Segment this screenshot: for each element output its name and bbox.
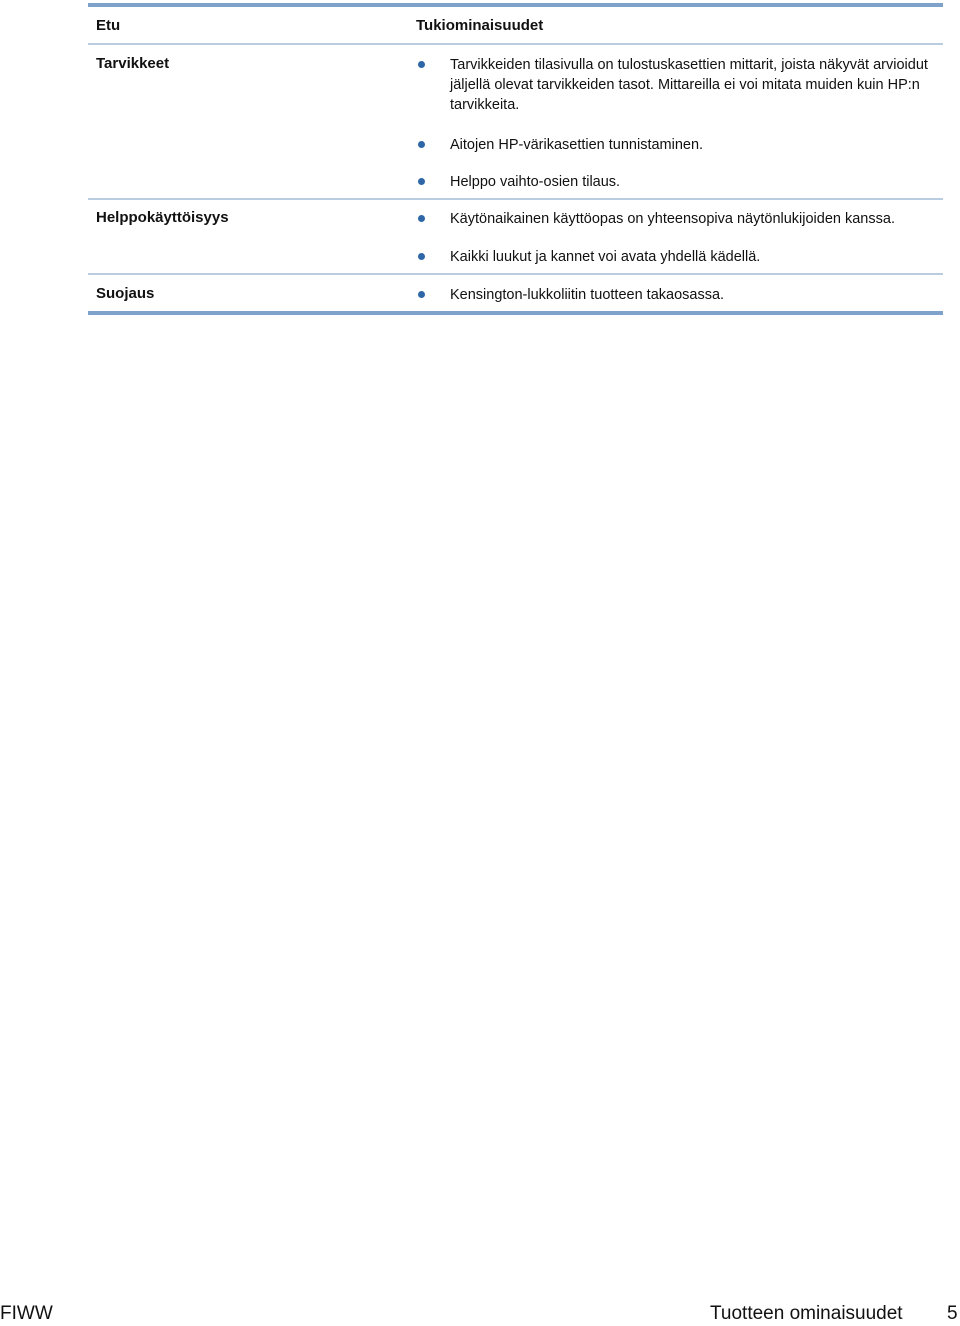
bullet-icon <box>418 141 425 148</box>
list-item <box>418 55 938 115</box>
bullet-icon <box>418 291 425 298</box>
column-header-benefit: Etu <box>96 17 121 34</box>
list-item <box>418 172 938 192</box>
table-bottom-rule <box>88 311 943 315</box>
category-supplies: Tarvikkeet <box>96 55 170 72</box>
category-security: Suojaus <box>96 285 155 302</box>
bullet-icon <box>418 215 425 222</box>
list-item-text: Tarvikkeiden tilasivulla on tulostuskasettien mittarit, joista näkyvät arvioidut jäljellä olevat tarvikkeiden tasot. Mittareilla ei voi mitata muiden kuin HP:n tarvikkeita. <box>450 57 928 113</box>
list-item-text: Aitojen HP-värikasettien tunnistaminen. <box>450 137 704 153</box>
column-header-features: Tukiominaisuudet <box>416 17 544 34</box>
list-item <box>418 135 938 155</box>
list-item-text: Kensington-lukkoliitin tuotteen takaosassa. <box>450 287 725 303</box>
footer-locale: FIWW <box>0 1303 53 1324</box>
header-divider <box>88 43 943 45</box>
list-item <box>418 209 938 229</box>
list-item <box>418 285 938 305</box>
row-divider-2 <box>88 273 943 275</box>
table-top-rule <box>88 3 943 7</box>
list-item-text: Käytönaikainen käyttöopas on yhteensopiva näytönlukijoiden kanssa. <box>450 211 895 227</box>
list-item <box>418 247 938 267</box>
bullet-icon <box>418 61 425 68</box>
list-item-text: Kaikki luukut ja kannet voi avata yhdellä kädellä. <box>450 249 761 265</box>
footer-section-title: Tuotteen ominaisuudet <box>710 1303 903 1324</box>
row-divider-1 <box>88 198 943 200</box>
page-number: 5 <box>947 1303 958 1324</box>
bullet-icon <box>418 253 425 260</box>
category-accessibility: Helppokäyttöisyys <box>96 209 229 226</box>
list-item-text: Helppo vaihto-osien tilaus. <box>450 174 621 190</box>
bullet-icon <box>418 178 425 185</box>
